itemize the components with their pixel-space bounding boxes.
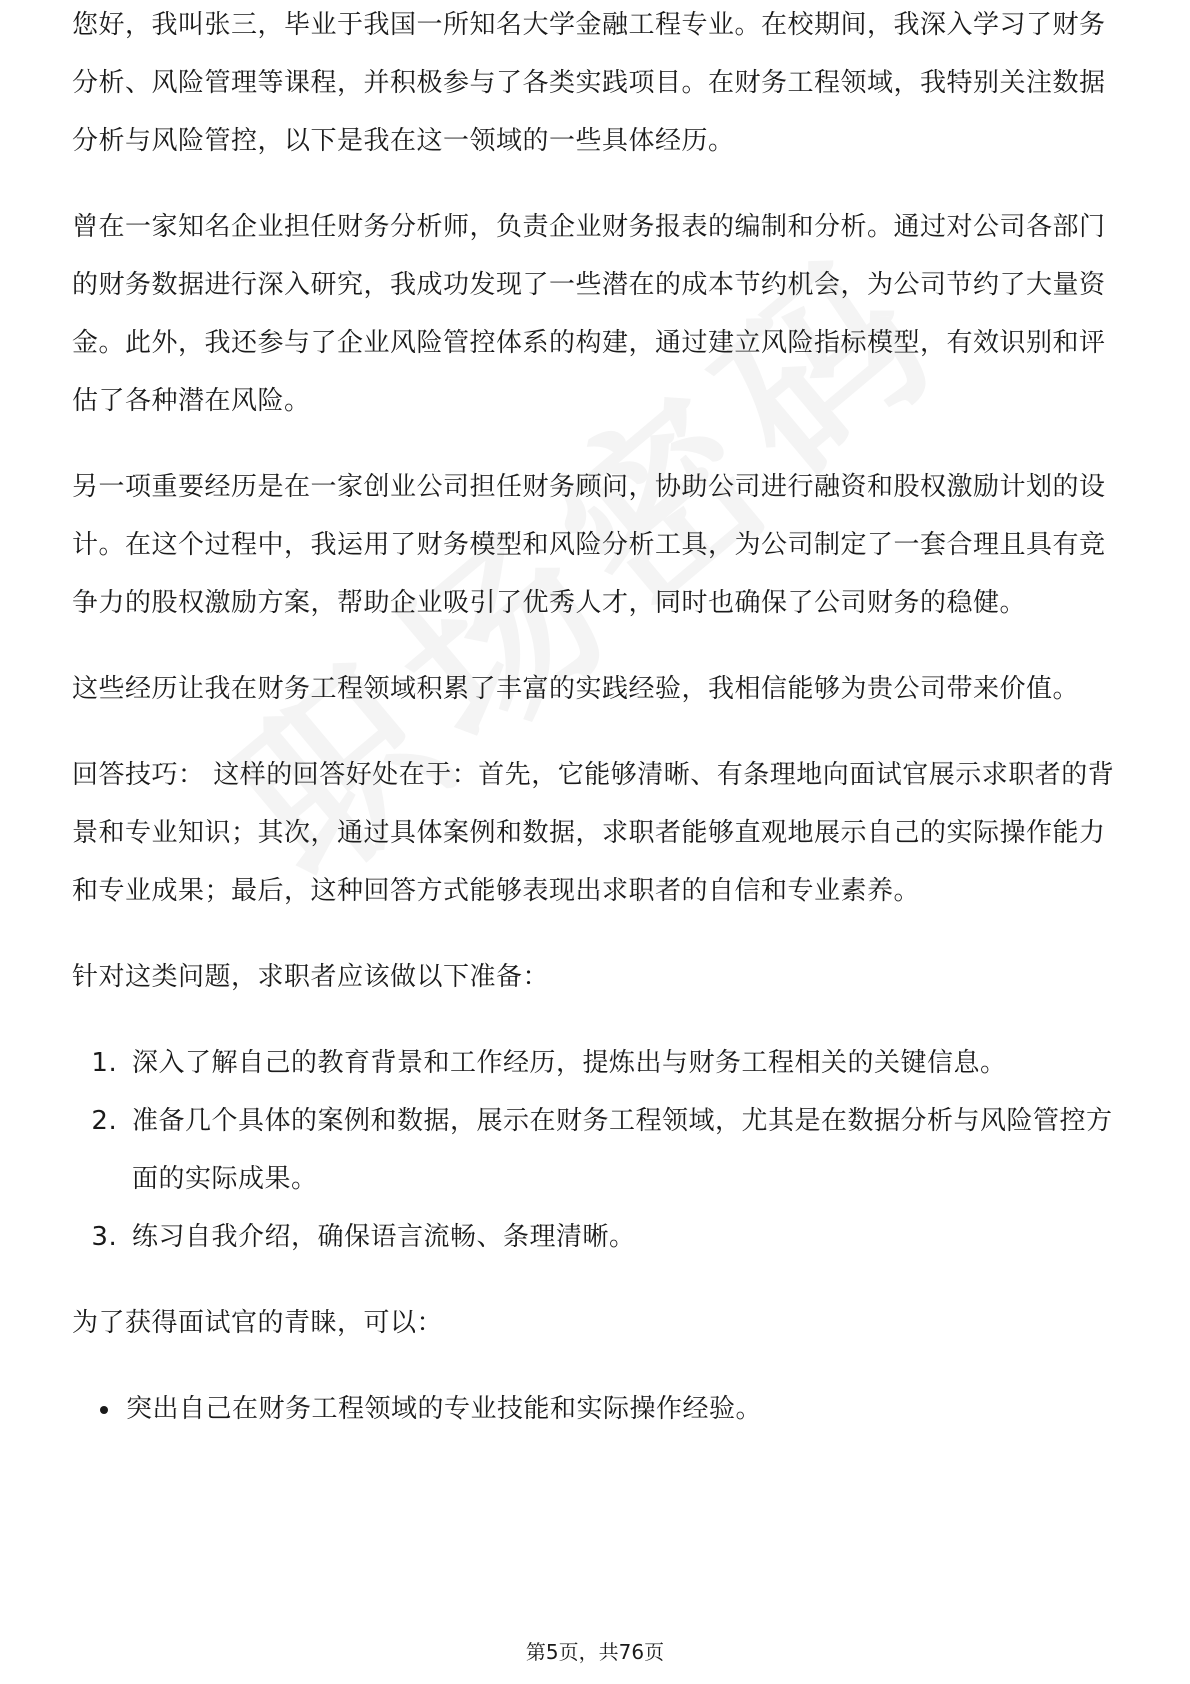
list-item: 1. 深入了解自己的教育背景和工作经历，提炼出与财务工程相关的关键信息。 bbox=[126, 1034, 1120, 1092]
list-item: 3. 练习自我介绍，确保语言流畅、条理清晰。 bbox=[126, 1208, 1120, 1266]
paragraph-experience-2: 另一项重要经历是在一家创业公司担任财务顾问，协助公司进行融资和股权激励计划的设计。在这个过程中，我运用了财务模型和风险分析工具，为公司制定了一套合理且具有竞争力的股权激励方案，帮助企业吸引了优秀人才，同时也确保了公司财务的稳健。 bbox=[72, 472, 1106, 618]
paragraph-answer-tips: 回答技巧： 这样的回答好处在于：首先，它能够清晰、有条理地向面试官展示求职者的背景和专业知识；其次，通过具体案例和数据，求职者能够直观地展示自己的实际操作能力和专业成果；最后，这种回答方式能够表现出求职者的自信和专业素养。 bbox=[72, 760, 1115, 906]
paragraph-preparation-intro: 针对这类问题，求职者应该做以下准备： bbox=[72, 962, 550, 992]
paragraph-impress-intro: 为了获得面试官的青睐，可以： bbox=[72, 1308, 444, 1338]
paragraph-intro: 您好，我叫张三，毕业于我国一所知名大学金融工程专业。在校期间，我深入学习了财务分析、风险管理等课程，并积极参与了各类实践项目。在财务工程领域，我特别关注数据分析与风险管控，以下是我在这一领域的一些具体经历。 bbox=[72, 10, 1106, 156]
list-item: 突出自己在财务工程领域的专业技能和实际操作经验。 bbox=[126, 1380, 1120, 1438]
page-number: 第5页，共76页 bbox=[525, 1640, 665, 1664]
preparation-list bbox=[72, 1034, 1120, 1266]
paragraph-summary: 这些经历让我在财务工程领域积累了丰富的实践经验，我相信能够为贵公司带来价值。 bbox=[72, 674, 1080, 704]
list-item: 2. 准备几个具体的案例和数据，展示在财务工程领域，尤其是在数据分析与风险管控方面的实际成果。 bbox=[126, 1092, 1120, 1208]
tips-list bbox=[72, 1380, 1120, 1438]
paragraph-experience-1: 曾在一家知名企业担任财务分析师，负责企业财务报表的编制和分析。通过对公司各部门的财务数据进行深入研究，我成功发现了一些潜在的成本节约机会，为公司节约了大量资金。此外，我还参与了企业风险管控体系的构建，通过建立风险指标模型，有效识别和评估了各种潜在风险。 bbox=[72, 212, 1106, 416]
document-body bbox=[72, 10, 1120, 1438]
